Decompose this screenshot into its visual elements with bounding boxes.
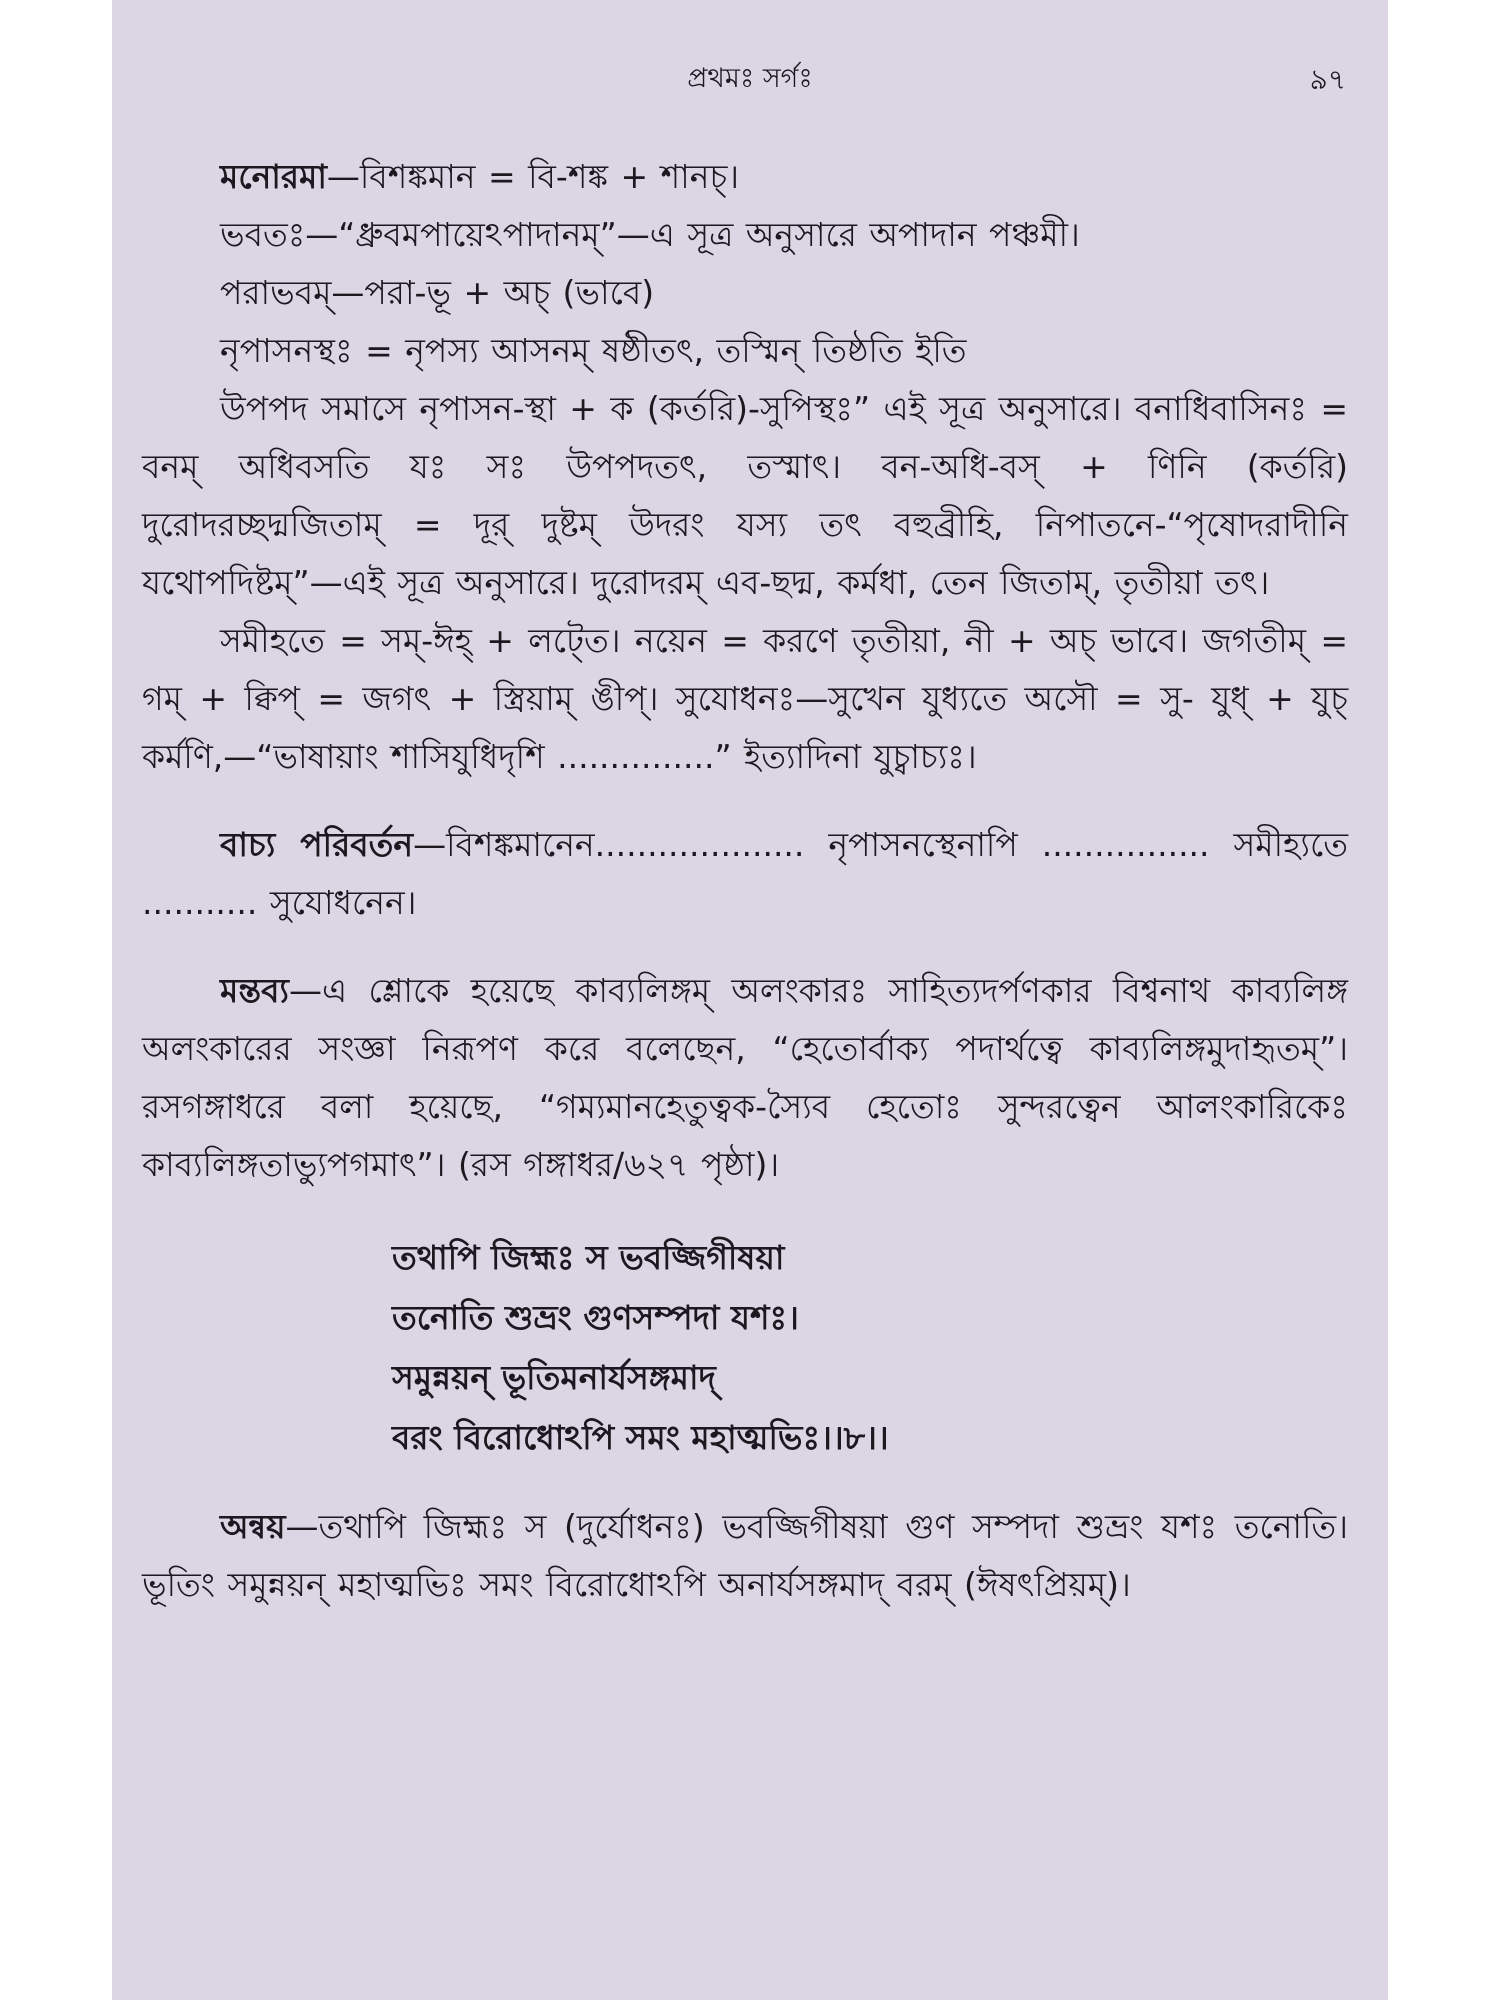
chapter-title: প্রথমঃ সর্গঃ [687, 63, 813, 94]
term-mantavya: মন্তব্য [220, 971, 290, 1010]
paragraph-samihate: সমীহতে = সম্-ঈহ্ + লট্তে। নয়েন = করণে তৃতীয়া, নী + অচ্ ভাবে। জগতীম্ = গম্ + ক্বিপ্ = জগৎ + স্ত্রিয়াম্ ঙীপ্। সুযোধনঃ—সুখেন যুধ্যতে অসৌ = সু- যুধ্ + যুচ্ কর্মণি,—“ভাষায়াং শাসিযুধিদৃশি ...............” ইত্যাদিনা যুচ্বাচ্যঃ। [142, 621, 1348, 776]
paragraph-anvaya-text: —তথাপি জিহ্মঃ স (দুর্যোধনঃ) ভবজ্জিগীষয়া গুণ সম্পদা শুভ্রং যশঃ তনোতি। ভূতিং সমুন্নয়ন্ মহাত্মভিঃ সমং বিরোধোঽপি অনার্যসঙ্গমাদ্ বরম্ (ঈষৎপ্রিয়ম্)। [142, 1507, 1348, 1604]
page-number: ৯৭ [1309, 63, 1346, 96]
paragraph-manorama [142, 148, 1348, 206]
term-manorama: মনোরমা [220, 157, 327, 196]
verse-line: তনোতি শুভ্রং গুণসম্পদা যশঃ। [392, 1298, 799, 1337]
paragraph-bhavatah: ভবতঃ—“ধ্রুবমপায়েঽপাদানম্”—এ সূত্র অনুসারে অপাদান পঞ্চমী। [220, 215, 1080, 254]
paragraph-mantavya-text: —এ শ্লোকে হয়েছে কাব্যলিঙ্গম্ অলংকারঃ সাহিত্যদর্পণকার বিশ্বনাথ কাব্যলিঙ্গ অলংকারের সংজ্ঞা নিরূপণ করে বলেছেন, “হেতোর্বাক্য পদার্থত্বে কাব্যলিঙ্গমুদাহৃতম্”। রসগঙ্গাধরে বলা হয়েছে, “গম্যমানহেতুত্বক-স্যৈব হেতোঃ সুন্দরত্বেন আলংকারিকেঃ কাব্যলিঙ্গতাভ্যুপগমাৎ”। (রস গঙ্গাধর/৬২৭ পৃষ্ঠা)। [142, 971, 1348, 1184]
paragraph-anvaya [142, 1498, 1348, 1614]
paragraph-parabhavam: পরাভবম্—পরা-ভূ + অচ্ (ভাবে) [220, 273, 655, 312]
paragraph-upapada: উপপদ সমাসে নৃপাসন-স্থা + ক (কর্তরি)-সুপিস্থঃ” এই সূত্র অনুসারে। বনাধিবাসিনঃ = বনম্ অধিবসতি যঃ সঃ উপপদতৎ, তস্মাৎ। বন-অধি-বস্ + ণিনি (কর্তরি) দুরোদরচ্ছদ্মজিতাম্ = দূর্ দুষ্টম্ উদরং যস্য তৎ বহুব্রীহি, নিপাতনে-“পৃষোদরাদীনি যথোপদিষ্টম্”—এই সূত্র অনুসারে। দুরোদরম্ এব-ছদ্ম, কর্মধা, তেন জিতাম্, তৃতীয়া তৎ। [142, 389, 1348, 602]
page-header [112, 58, 1388, 106]
paragraph-mantavya [142, 962, 1348, 1194]
verse-line: সমুন্নয়ন্ ভূতিমনার্যসঙ্গমাদ্ [392, 1358, 716, 1397]
paragraph-vachya-parivartan-text: —বিশঙ্কমানেন.................... নৃপাসনস্থেনাপি ................ সমীহ্যতে ........... সুযোধনেন। [142, 825, 1348, 922]
book-page [112, 0, 1388, 2000]
term-anvaya: অন্বয় [220, 1507, 286, 1546]
term-vachya-parivartan: বাচ্য পরিবর্তন [220, 825, 414, 864]
verse-block [392, 1228, 1348, 1468]
page-body [142, 148, 1348, 1614]
verse-line: বরং বিরোধোঽপি সমং মহাত্মভিঃ।।৮।। [392, 1418, 889, 1457]
paragraph-manorama-text: —বিশঙ্কমান = বি-শঙ্ক + শানচ্। [326, 157, 740, 196]
paragraph-nripasanasthah: নৃপাসনস্থঃ = নৃপস্য আসনম্ ষষ্ঠীতৎ, তস্মিন্ তিষ্ঠতি ইতি [220, 331, 967, 370]
paragraph-vachya-parivartan [142, 816, 1348, 932]
verse-line: তথাপি জিহ্মঃ স ভবজ্জিগীষয়া [392, 1238, 785, 1277]
